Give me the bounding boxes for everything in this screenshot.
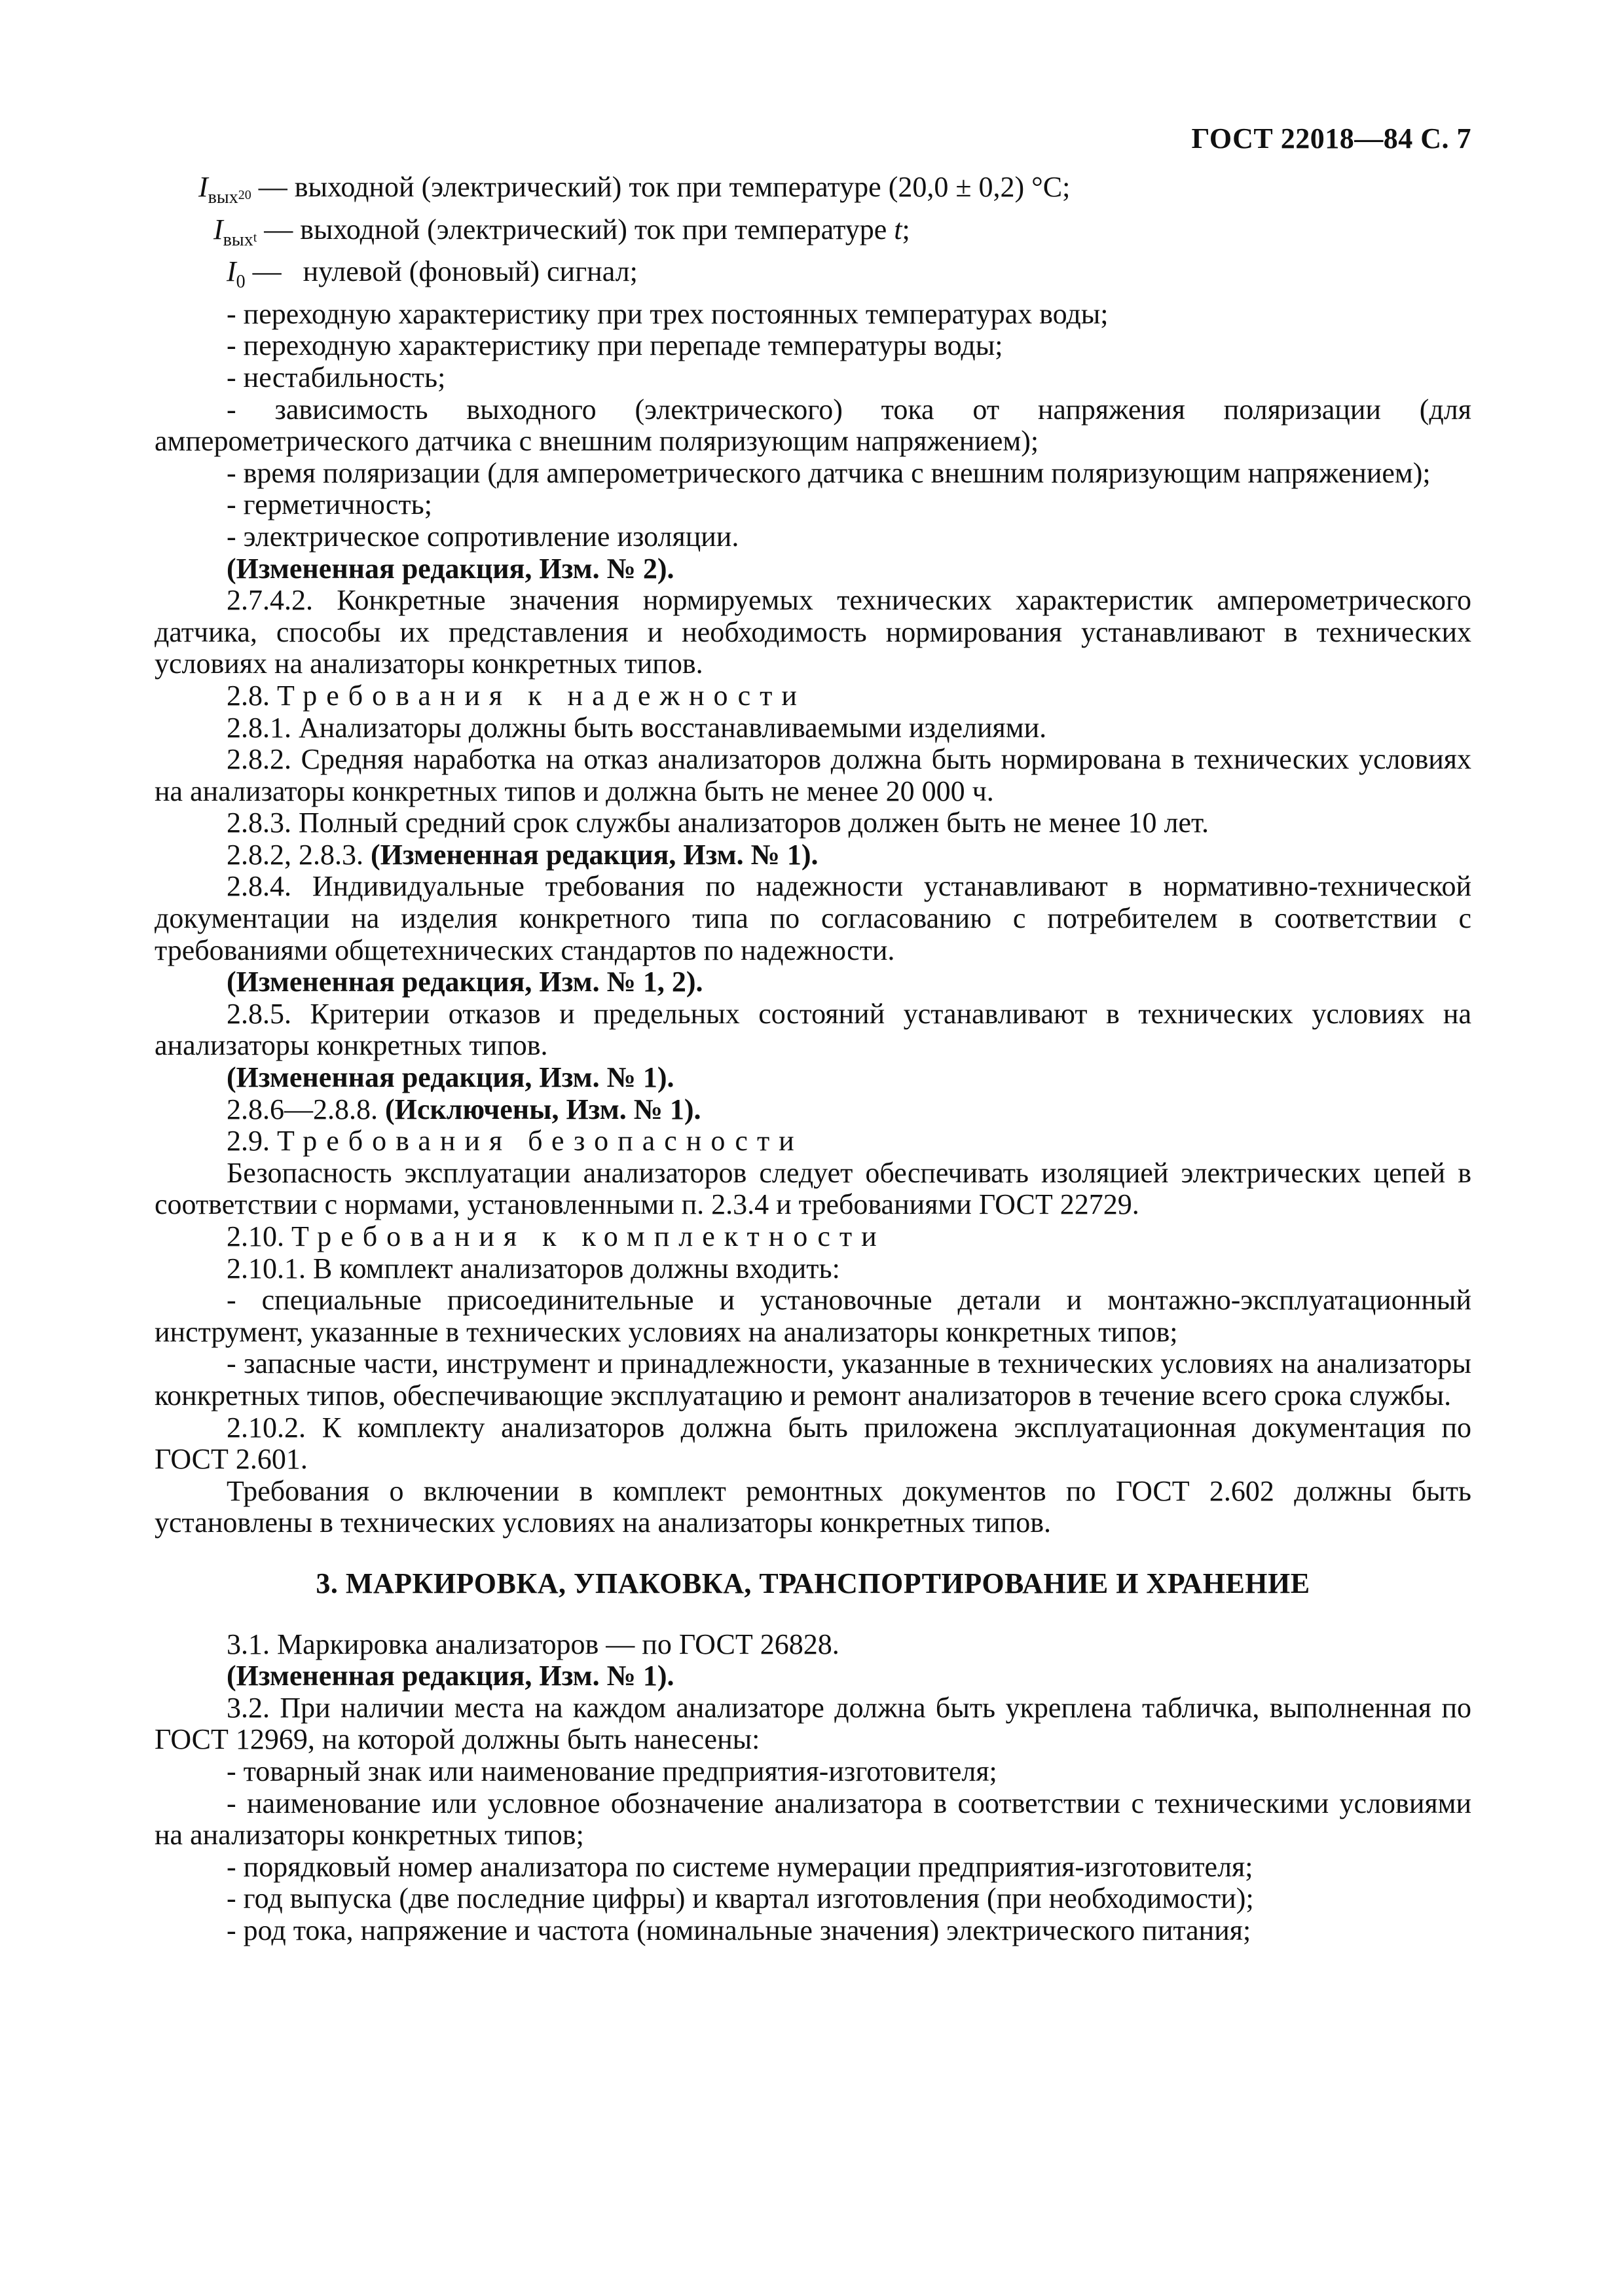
paragraph-3-1: 3.1. Маркировка анализаторов — по ГОСТ 26828. bbox=[227, 1628, 839, 1660]
list-item: - нестабильность; bbox=[227, 361, 446, 393]
subsection-heading-reliability: 2.8. Требования к надежности bbox=[227, 679, 806, 712]
amendment-note: (Измененная редакция, Изм. № 1). bbox=[227, 1660, 674, 1692]
list-item: - время поляризации (для амперометрического датчика с внешним поляризующим напряжением); bbox=[227, 456, 1431, 489]
subsection-heading-safety: 2.9. Требования безопасности bbox=[227, 1125, 803, 1157]
list-item: - товарный знак или наименование предприятия-изготовителя; bbox=[227, 1755, 997, 1787]
list-item: - переходную характеристику при трех постоянных температурах воды; bbox=[227, 297, 1109, 330]
section-title: 3. МАРКИРОВКА, УПАКОВКА, ТРАНСПОРТИРОВАНИЕ И ХРАНЕНИЕ bbox=[316, 1567, 1310, 1599]
amendment-note: 2.8.6—2.8.8. (Исключены, Изм. № 1). bbox=[227, 1093, 701, 1125]
list-item: - порядковый номер анализатора по системе нумерации предприятия-изготовителя; bbox=[227, 1850, 1253, 1883]
list-item: - герметичность; bbox=[227, 488, 432, 521]
amendment-note: (Измененная редакция, Изм. № 1). bbox=[227, 1061, 674, 1094]
symbol-i-out-20: $I_{вых}20$ bbox=[198, 171, 251, 208]
amendment-note: (Измененная редакция, Изм. № 1, 2). bbox=[227, 966, 703, 998]
paragraph-2-10-2: 2.10.2. К комплекту анализаторов должна быть приложена эксплуатационная документация по ГОСТ 2.601. bbox=[155, 1411, 1471, 1476]
list-item: - переходную характеристику при перепаде температуры воды; bbox=[227, 329, 1003, 362]
amendment-note: 2.8.2, 2.8.3. (Измененная редакция, Изм. № 1). bbox=[227, 838, 819, 871]
list-item: - электрическое сопротивление изоляции. bbox=[227, 520, 739, 553]
paragraph-3-2: 3.2. При наличии места на каждом анализаторе должна быть укреплена табличка, выполненная по ГОСТ 12969, на которой должны быть нанесены: bbox=[155, 1691, 1471, 1756]
symbol-i-out-t: $I_{вых}t$ bbox=[213, 213, 257, 250]
list-item: - специальные присоединительные и установочные детали и монтажно-эксплуатационный инструмент, указанные в технических условиях на анализаторы конкретных типов; bbox=[155, 1284, 1471, 1348]
page-header: ГОСТ 22018—84 С. 7 bbox=[1191, 122, 1471, 155]
subsection-heading-completeness: 2.10. Требования к комплектности bbox=[227, 1220, 886, 1252]
paragraph-2-7-4-2: 2.7.4.2. Конкретные значения нормируемых технических характеристик амперометрического датчика, способы их представления и необходимость нормирования устанавливают в технических условиях на анализаторы конкретных типов. bbox=[155, 584, 1471, 680]
paragraph-2-8-4: 2.8.4. Индивидуальные требования по надежности устанавливают в нормативно-технической документации на изделия конкретного типа по согласованию с потребителем в соответствии с требованиями общетехнических стандартов по надежности. bbox=[155, 870, 1471, 966]
list-item: - наименование или условное обозначение анализатора в соответствии с техническими условиями на анализаторы конкретных типов; bbox=[155, 1787, 1471, 1851]
list-item: - запасные части, инструмент и принадлежности, указанные в технических условиях на анализаторы конкретных типов, обеспечивающие эксплуатацию и ремонт анализаторов в течение всего срока службы. bbox=[155, 1347, 1471, 1412]
amendment-note: (Измененная редакция, Изм. № 2). bbox=[227, 552, 674, 585]
list-item: - зависимость выходного (электрического) тока от напряжения поляризации (для амперометрического датчика с внешним поляризующим напряжением); bbox=[155, 393, 1471, 458]
definition-i-out-20: $I_{вых}20$ — выходной (электрический) ток при температуре (20,0 ± 0,2) °С; bbox=[155, 172, 1471, 214]
definition-i-out-t: $I_{вых}t$ — выходной (электрический) ток при температуре t; bbox=[155, 214, 1471, 257]
paragraph-2-10-1: 2.10.1. В комплект анализаторов должны входить: bbox=[227, 1252, 840, 1285]
definition-i-0: $I_0$ — нулевой (фоновый) сигнал; bbox=[155, 256, 1471, 299]
list-item: - род тока, напряжение и частота (номинальные значения) электрического питания; bbox=[227, 1914, 1251, 1946]
paragraph-safety: Безопасность эксплуатации анализаторов следует обеспечивать изоляцией электрических цепей в соответствии с нормами, установленными п. 2.3.4 и требованиями ГОСТ 22729. bbox=[155, 1156, 1471, 1221]
paragraph-2-8-2: 2.8.2. Средняя наработка на отказ анализаторов должна быть нормирована в технических условиях на анализаторы конкретных типов и должна быть не менее 20 000 ч. bbox=[155, 743, 1471, 807]
paragraph-repair-docs: Требования о включении в комплект ремонтных документов по ГОСТ 2.602 должны быть установлены в технических условиях на анализаторы конкретных типов. bbox=[155, 1474, 1471, 1539]
paragraph-2-8-5: 2.8.5. Критерии отказов и предельных состояний устанавливают в технических условиях на анализаторы конкретных типов. bbox=[155, 997, 1471, 1062]
symbol-i-0: $I_0$ bbox=[227, 255, 246, 293]
paragraph-2-8-1: 2.8.1. Анализаторы должны быть восстанавливаемыми изделиями. bbox=[227, 711, 1047, 744]
list-item: - год выпуска (две последние цифры) и квартал изготовления (при необходимости); bbox=[227, 1882, 1254, 1915]
document-body bbox=[155, 172, 1471, 1946]
paragraph-2-8-3: 2.8.3. Полный средний срок службы анализаторов должен быть не менее 10 лет. bbox=[227, 807, 1209, 839]
